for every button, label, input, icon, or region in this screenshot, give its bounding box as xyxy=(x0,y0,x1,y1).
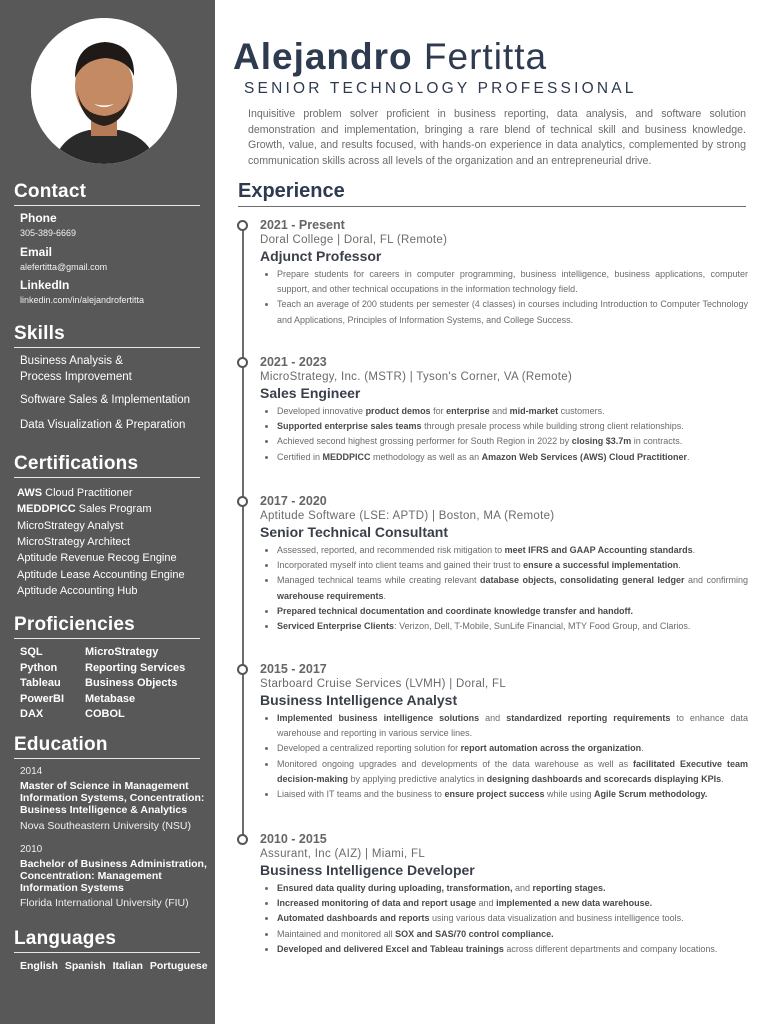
linkedin-value[interactable]: linkedin.com/in/alejandrofertitta xyxy=(20,295,145,305)
job-bullet: • Liaised with IT teams and the business to ensure project success while using Agile Scrum methodology. xyxy=(277,787,748,802)
job-bullet: • Increased monitoring of data and report usage and implemented a new data warehouse. xyxy=(277,896,748,911)
job-title: Business Intelligence Analyst xyxy=(260,692,458,708)
job-company: MicroStrategy, Inc. (MSTR) | Tyson's Corner, VA (Remote) xyxy=(260,371,573,383)
education-school: Florida International University (FIU) xyxy=(20,897,189,909)
timeline-dot xyxy=(237,496,248,507)
job-bullet: • Monitored ongoing upgrades and developments of the data warehouse as well as facilitated Executive team decision-making by applying predictive analytics in designing dashboards and scorecards displaying KPIs. xyxy=(277,757,748,787)
proficiency-item: Metabase xyxy=(85,693,136,705)
job-entry xyxy=(260,218,748,328)
certifications-heading: Certifications xyxy=(14,453,200,478)
job-bullet: • Assessed, reported, and recommended risk mitigation to meet IFRS and GAAP Accounting standards. xyxy=(277,543,748,558)
timeline-dot xyxy=(237,357,248,368)
certification-item: Aptitude Accounting Hub xyxy=(17,585,138,597)
job-entry xyxy=(260,494,748,634)
job-bullet: • Maintained and monitored all SOX and SAS/70 control compliance. xyxy=(277,927,748,942)
job-bullets xyxy=(260,404,748,465)
job-company: Doral College | Doral, FL (Remote) xyxy=(260,234,448,246)
proficiencies-heading: Proficiencies xyxy=(14,614,200,639)
experience-heading: Experience xyxy=(238,180,746,207)
job-bullet: • Certified in MEDDPICC methodology as well as an Amazon Web Services (AWS) Cloud Practitioner. xyxy=(277,450,748,465)
candidate-role: SENIOR TECHNOLOGY PROFESSIONAL xyxy=(244,80,637,97)
job-company: Aptitude Software (LSE: APTD) | Boston, MA (Remote) xyxy=(260,510,555,522)
email-value[interactable]: alefertitta@gmail.com xyxy=(20,262,108,272)
certification-item: MEDDPICC Sales Program xyxy=(17,503,152,515)
education-heading: Education xyxy=(14,734,200,759)
job-title: Business Intelligence Developer xyxy=(260,862,475,878)
avatar-icon xyxy=(31,18,177,164)
job-bullets xyxy=(260,267,748,328)
job-bullet: • Managed technical teams while creating relevant database objects, consolidating general ledger and confirming warehouse requirements. xyxy=(277,573,748,603)
main-content xyxy=(215,0,768,1024)
job-bullet: • Serviced Enterprise Clients: Verizon, Dell, T-Mobile, SunLife Financial, MTY Food Group, and Clarios. xyxy=(277,619,748,634)
education-degree: Bachelor of Business Administration, Concentration: Management Information Systems xyxy=(20,858,207,894)
job-title: Adjunct Professor xyxy=(260,248,382,264)
proficiency-item: DAX xyxy=(20,708,44,720)
languages-list: English Spanish Italian Portuguese xyxy=(20,960,208,972)
linkedin-label: LinkedIn xyxy=(20,278,70,292)
job-period: 2010 - 2015 xyxy=(260,832,327,846)
education-degree: Master of Science in Management Information Systems, Concentration: Business Intelligence & Analytics xyxy=(20,780,205,816)
certification-item: MicroStrategy Architect xyxy=(17,536,131,548)
job-bullets xyxy=(260,711,748,802)
job-bullet: • Prepare students for careers in computer programming, business intelligence, business applications, computer support, and other technical occupations in the information technology field. xyxy=(277,267,748,297)
profile-photo xyxy=(31,18,177,164)
proficiency-item: Business Objects xyxy=(85,677,178,689)
job-bullet: • Achieved second highest grossing performer for South Region in 2022 by closing $3.7m in contracts. xyxy=(277,434,748,449)
job-bullet: • Developed and delivered Excel and Tableau trainings across different departments and company locations. xyxy=(277,942,748,957)
certification-item: Aptitude Revenue Recog Engine xyxy=(17,552,177,564)
skills-heading: Skills xyxy=(14,323,200,348)
job-title: Sales Engineer xyxy=(260,385,361,401)
job-period: 2015 - 2017 xyxy=(260,662,327,676)
phone-value[interactable]: 305-389-6669 xyxy=(20,228,77,238)
education-school: Nova Southeastern University (NSU) xyxy=(20,820,191,832)
email-label: Email xyxy=(20,245,53,259)
proficiency-item: MicroStrategy xyxy=(85,646,159,658)
job-period: 2021 - 2023 xyxy=(260,355,327,369)
job-bullet: • Implemented business intelligence solutions and standardized reporting requirements to enhance data warehouse and reporting in various service lines. xyxy=(277,711,748,741)
timeline-dot xyxy=(237,664,248,675)
job-bullet: • Developed a centralized reporting solution for report automation across the organization. xyxy=(277,741,748,756)
job-bullet: • Teach an average of 200 students per semester (4 classes) in courses including Introduction to Computer Technology and Applications, Principles of Information Systems, and College Success. xyxy=(277,297,748,327)
timeline-dot xyxy=(237,834,248,845)
proficiency-item: Tableau xyxy=(20,677,61,689)
job-bullets xyxy=(260,543,748,634)
contact-heading: Contact xyxy=(14,181,200,206)
job-company: Starboard Cruise Services (LVMH) | Doral, FL xyxy=(260,678,507,690)
skill-item: Process Improvement xyxy=(20,371,132,383)
job-period: 2017 - 2020 xyxy=(260,494,327,508)
proficiency-item: PowerBI xyxy=(20,693,65,705)
job-entry xyxy=(260,662,748,802)
skill-item: Software Sales & Implementation xyxy=(20,394,191,406)
job-title: Senior Technical Consultant xyxy=(260,524,448,540)
languages-heading: Languages xyxy=(14,928,200,953)
education-year: 2010 xyxy=(20,844,43,855)
skill-item: Data Visualization & Preparation xyxy=(20,419,186,431)
phone-label: Phone xyxy=(20,211,57,225)
proficiency-item: COBOL xyxy=(85,708,125,720)
job-bullet: • Supported enterprise sales teams through presale process while building strong client relationships. xyxy=(277,419,748,434)
job-bullets xyxy=(260,881,748,957)
certification-item: Aptitude Lease Accounting Engine xyxy=(17,569,185,581)
job-bullet: • Ensured data quality during uploading, transformation, and reporting stages. xyxy=(277,881,748,896)
education-year: 2014 xyxy=(20,766,43,777)
sidebar xyxy=(0,0,215,1024)
job-bullet: • Incorporated myself into client teams and gained their trust to ensure a successful implementation. xyxy=(277,558,748,573)
candidate-name: Alejandro Fertitta xyxy=(233,36,548,77)
job-entry xyxy=(260,832,748,957)
summary-text: Inquisitive problem solver proficient in business reporting, data analysis, and software solution demonstration and implementation, bringing a rare blend of technical skill and business knowledge. Growth, value, and results focused, with hands-on experience in data analytics, complemented by strong communication skills across all levels of the organization and an entrepreneurial drive. xyxy=(248,108,746,167)
certification-item: AWS Cloud Practitioner xyxy=(17,487,133,499)
job-period: 2021 - Present xyxy=(260,218,345,232)
certification-item: MicroStrategy Analyst xyxy=(17,520,124,532)
proficiency-item: Reporting Services xyxy=(85,662,186,674)
job-company: Assurant, Inc (AIZ) | Miami, FL xyxy=(260,848,426,860)
job-entry xyxy=(260,355,748,465)
proficiency-item: Python xyxy=(20,662,58,674)
proficiency-item: SQL xyxy=(20,646,43,658)
job-bullet: • Prepared technical documentation and coordinate knowledge transfer and handoff. xyxy=(277,604,748,619)
job-bullet: • Automated dashboards and reports using various data visualization and business intelligence tools. xyxy=(277,911,748,926)
timeline-dot xyxy=(237,220,248,231)
skill-item: Business Analysis & xyxy=(20,355,123,367)
job-bullet: • Developed innovative product demos for enterprise and mid-market customers. xyxy=(277,404,748,419)
timeline-line xyxy=(242,224,244,839)
